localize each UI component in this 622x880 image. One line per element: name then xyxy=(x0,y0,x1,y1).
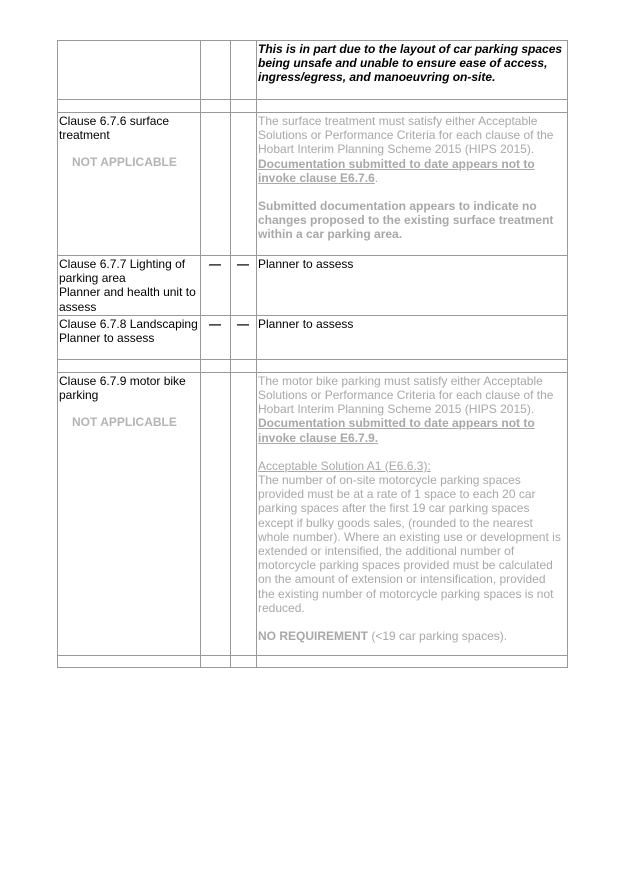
dash-mark: — xyxy=(209,257,221,271)
assessment-comment: Planner to assess xyxy=(258,316,354,331)
clause-description: The surface treatment must satisfy either Acceptable Solutions or Performance Criteria for each clause of the Hobart Interim Planning Scheme 2015 (HIPS 2015). xyxy=(258,114,554,157)
table-row-spacer xyxy=(58,100,568,113)
status-not-applicable: NOT APPLICABLE xyxy=(72,155,177,170)
result-detail: (<19 car parking spaces). xyxy=(368,629,508,644)
clause-label: Clause 6.7.7 Lighting of parking area xyxy=(59,257,186,286)
documentation-note: Documentation submitted to date appears not to invoke clause E6.7.9. xyxy=(258,416,535,445)
assessment-table xyxy=(57,40,568,668)
status-not-applicable: NOT APPLICABLE xyxy=(72,415,177,430)
table-row-spacer xyxy=(58,359,568,372)
result-label: NO REQUIREMENT xyxy=(258,629,369,644)
dash-mark: — xyxy=(237,257,249,271)
table-row-spacer xyxy=(58,655,568,667)
intro-note: This is in part due to the layout of car parking spaces being unsafe and unable to ensure ease of access, ingress/egress, and manoeuvring on-site. xyxy=(258,42,563,85)
table-row-intro xyxy=(58,41,568,100)
dash-mark: — xyxy=(209,316,221,331)
clause-label: Clause 6.7.9 motor bike parking xyxy=(59,373,186,403)
assessment-comment: Planner to assess xyxy=(258,257,354,271)
assessment-finding: Submitted documentation appears to indicate no changes proposed to the existing surface treatment within a car parking area. xyxy=(258,199,554,242)
assessor-label: Planner to assess xyxy=(59,331,155,346)
clause-label: Clause 6.7.6 surface treatment xyxy=(59,114,170,143)
table-row-motorbike-parking xyxy=(58,372,568,655)
documentation-note: Documentation submitted to date appears not to invoke clause E6.7.6 xyxy=(258,156,535,185)
clause-label: Clause 6.7.8 Landscaping xyxy=(59,316,198,331)
acceptable-solution-heading: Acceptable Solution A1 (E6.6.3): xyxy=(258,458,431,473)
clause-description: The motor bike parking must satisfy either Acceptable Solutions or Performance Criteria for each clause of the Hobart Interim Planning Scheme 2015 (HIPS 2015). xyxy=(258,373,554,417)
table-row-surface-treatment xyxy=(58,113,568,256)
acceptable-solution-text: The number of on-site motorcycle parking spaces provided must be at a rate of 1 space to each 20 car parking spaces after the first 19 car parking spaces except if bulky goods sales, (rounded to the nearest whole number). Where an existing use or development is extended or intensified, the additional number of motorcycle parking spaces provided must be calculated on the amount of extension or intensification, provided the existing number of motorcycle parking spaces is not reduced. xyxy=(258,473,561,615)
table-row-landscaping xyxy=(58,315,568,359)
dash-mark: — xyxy=(237,316,249,331)
table-row-lighting xyxy=(58,256,568,316)
documentation-note-end: . xyxy=(374,170,379,185)
assessor-label: Planner and health unit to assess xyxy=(59,285,196,314)
